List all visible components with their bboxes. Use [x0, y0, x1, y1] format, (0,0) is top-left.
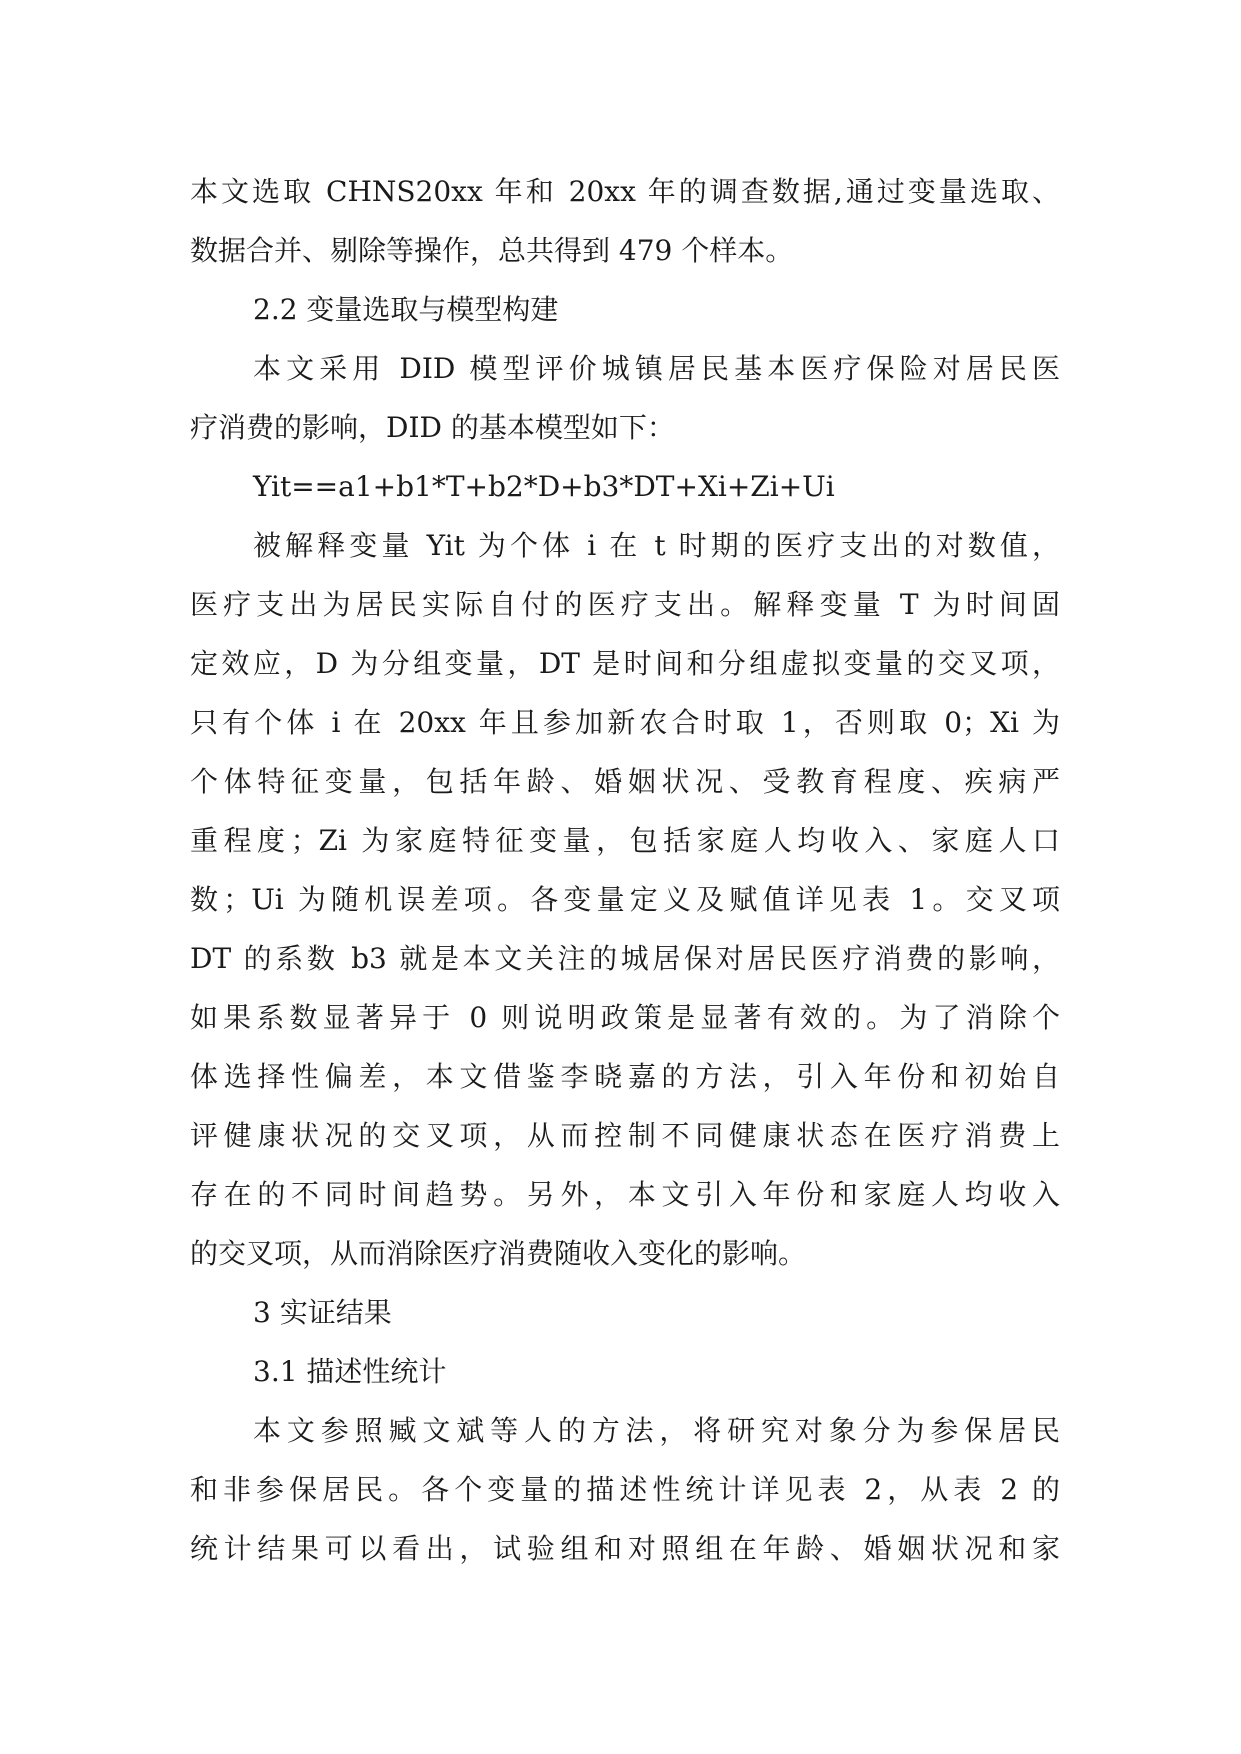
paragraph-line: 存在的不同时间趋势。另外，本文引入年份和家庭人均收入	[190, 1178, 1060, 1211]
paragraph-line: 统计结果可以看出，试验组和对照组在年龄、婚姻状况和家	[190, 1532, 1060, 1565]
paragraph-line: 本文参照臧文斌等人的方法，将研究对象分为参保居民	[253, 1414, 1060, 1447]
paragraph-line: 医疗支出为居民实际自付的医疗支出。解释变量 T 为时间固	[190, 588, 1060, 621]
paragraph-line: 被解释变量 Yit 为个体 i 在 t 时期的医疗支出的对数值，	[253, 529, 1060, 562]
document-body	[190, 162, 1060, 1578]
paragraph-line: 的交叉项，从而消除医疗消费随收入变化的影响。	[190, 1237, 807, 1270]
paragraph-line: 疗消费的影响，DID 的基本模型如下：	[190, 411, 675, 444]
paragraph-line: 个体特征变量，包括年龄、婚姻状况、受教育程度、疾病严	[190, 765, 1060, 798]
paragraph-line: 和非参保居民。各个变量的描述性统计详见表 2，从表 2 的	[190, 1473, 1060, 1506]
paragraph-line: 只有个体 i 在 20xx 年且参加新农合时取 1，否则取 0；Xi 为	[190, 706, 1060, 739]
paragraph-line: 本文选取 CHNS20xx 年和 20xx 年的调查数据,通过变量选取、	[190, 175, 1060, 208]
paragraph-line: 数；Ui 为随机误差项。各变量定义及赋值详见表 1。交叉项	[190, 883, 1060, 916]
paragraph-line: 评健康状况的交叉项，从而控制不同健康状态在医疗消费上	[190, 1119, 1060, 1152]
paragraph-line: 数据合并、剔除等操作，总共得到 479 个样本。	[190, 234, 794, 267]
section-heading: 3 实证结果	[253, 1296, 392, 1329]
section-heading: 2.2 变量选取与模型构建	[253, 293, 559, 326]
paragraph-line: 体选择性偏差，本文借鉴李晓嘉的方法，引入年份和初始自	[190, 1060, 1060, 1093]
model-formula: Yit==a1+b1*T+b2*D+b3*DT+Xi+Zi+Ui	[253, 470, 835, 503]
subsection-heading: 3.1 描述性统计	[253, 1355, 447, 1388]
paragraph-line: 如果系数显著异于 0 则说明政策是显著有效的。为了消除个	[190, 1001, 1060, 1034]
paragraph-line: DT 的系数 b3 就是本文关注的城居保对居民医疗消费的影响，	[190, 942, 1060, 975]
paragraph-line: 定效应，D 为分组变量，DT 是时间和分组虚拟变量的交叉项，	[190, 647, 1060, 680]
paragraph-line: 本文采用 DID 模型评价城镇居民基本医疗保险对居民医	[253, 352, 1060, 385]
paragraph-line: 重程度；Zi 为家庭特征变量，包括家庭人均收入、家庭人口	[190, 824, 1060, 857]
